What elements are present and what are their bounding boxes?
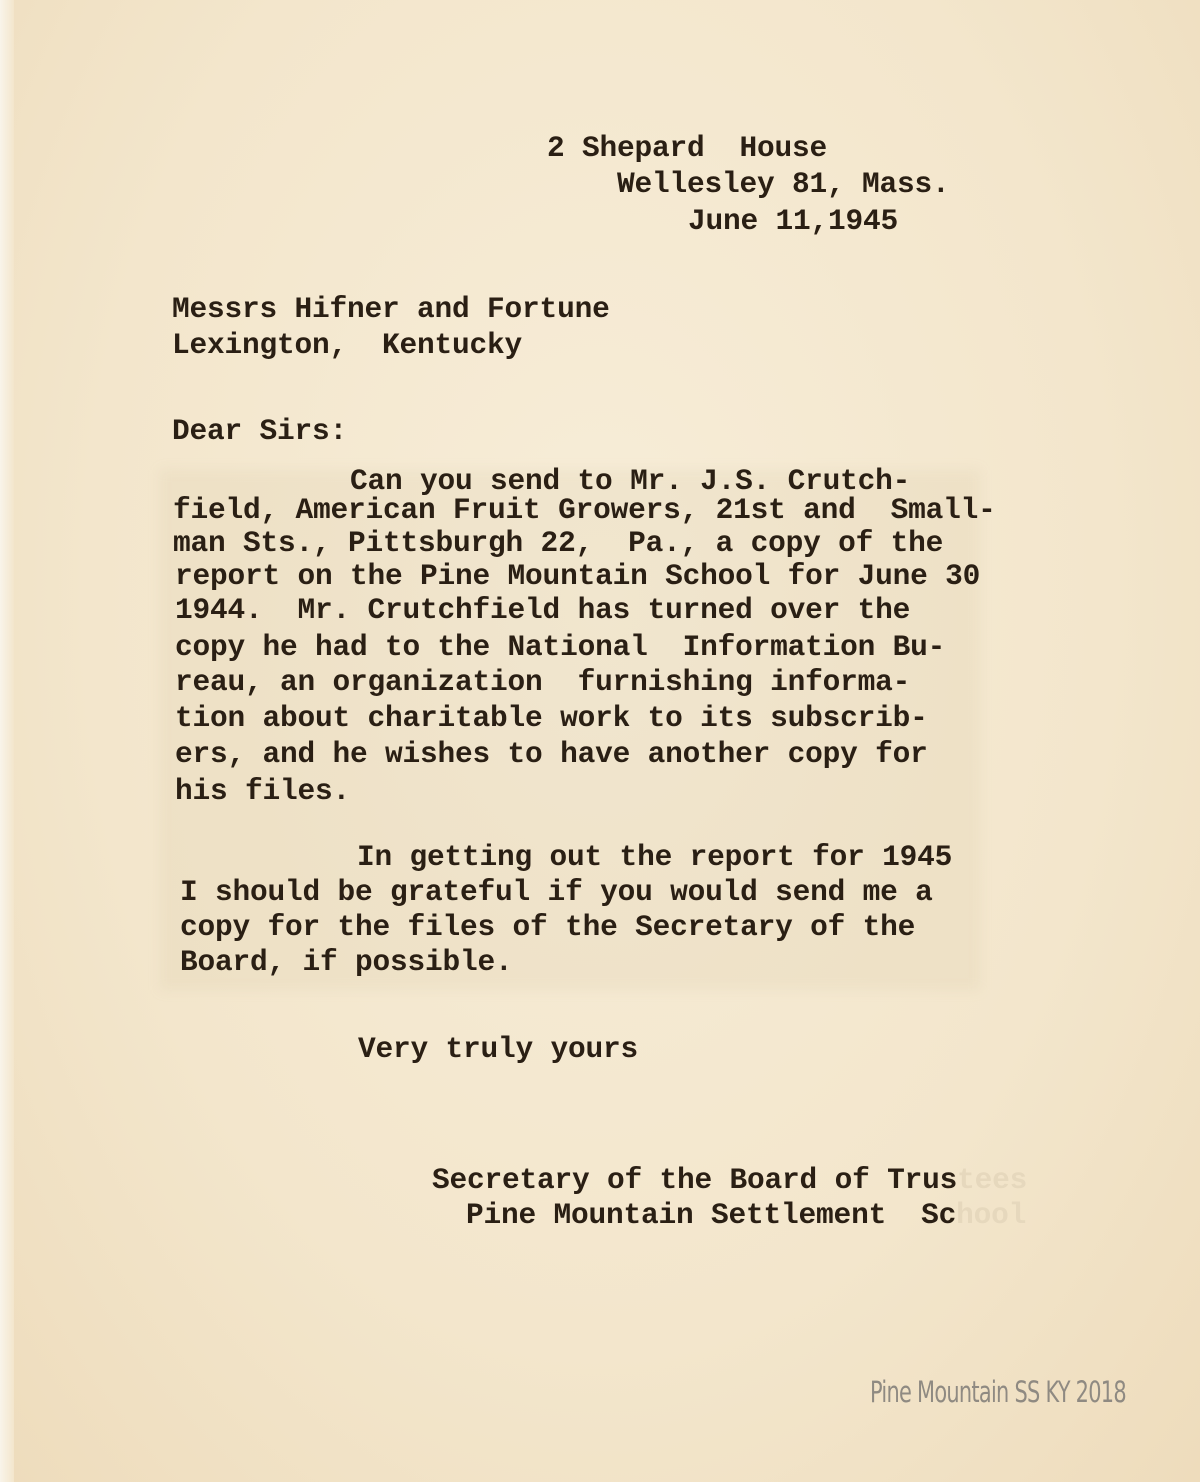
body-line: Board, if possible. [180,945,513,979]
watermark: Pine Mountain SS KY 2018 [870,1375,1126,1409]
signature-line-1 [432,1163,1028,1197]
body-line: In getting out the report for 1945 [252,840,953,874]
body-line: man Sts., Pittsburgh 22, Pa., a copy of the [173,526,944,560]
letter-date: June 11,1945 [688,204,899,238]
body-line: his files. [175,774,351,808]
closing: Very truly yours [358,1032,639,1066]
signature-line-2 [466,1198,1027,1232]
body-line: Can you send to Mr. J.S. Crutch- [245,464,911,498]
signature-text-faded: tees [957,1163,1028,1197]
body-line: reau, an organization furnishing informa- [175,665,911,699]
body-line: tion about charitable work to its subscrib- [175,701,928,735]
body-line: copy he had to the National Information Bu- [175,630,946,664]
body-line: report on the Pine Mountain School for June 30 [175,559,981,593]
address-line-1: 2 Shepard House [547,131,828,165]
body-line: ers, and he wishes to have another copy for [175,737,928,771]
body-line: I should be grateful if you would send me a [180,875,933,909]
body-line: copy for the files of the Secretary of the [180,910,916,944]
body-line: field, American Fruit Growers, 21st and Small- [173,493,996,527]
recipient-line-1: Messrs Hifner and Fortune [172,292,610,326]
address-line-2: Wellesley 81, Mass. [617,167,950,201]
salutation: Dear Sirs: [172,414,348,448]
body-line: 1944. Mr. Crutchfield has turned over the [175,593,911,627]
signature-text: Pine Mountain Settlement Sc [466,1198,957,1232]
signature-text: Secretary of the Board of Trus [432,1163,958,1197]
recipient-line-2: Lexington, Kentucky [172,328,523,362]
signature-text-faded: hool [956,1198,1027,1232]
paper-edge [0,0,14,1482]
